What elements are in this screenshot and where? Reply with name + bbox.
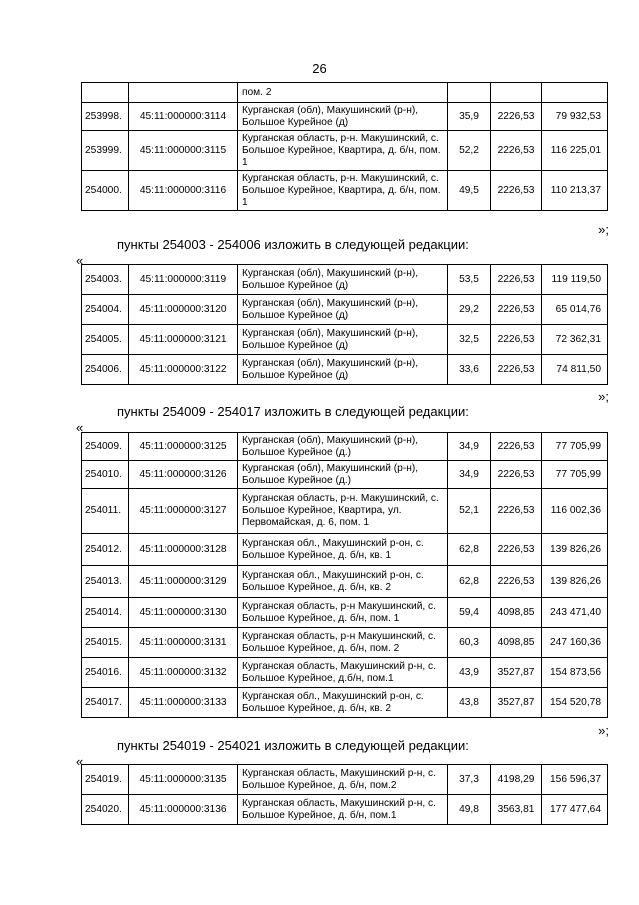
item-number-cell: 254017. [82,688,129,718]
cadastral-number-cell: 45:11:000000:3128 [129,534,238,566]
table-row [82,131,608,171]
total-cost-cell: 65 014,76 [542,295,608,325]
item-number-cell: 254020. [82,795,129,825]
area-cell: 52,2 [448,131,491,171]
table-row [82,688,608,718]
table-row [82,598,608,628]
cadastral-number-cell: 45:11:000000:3120 [129,295,238,325]
total-cost-cell: 139 826,26 [542,566,608,598]
table-row [82,265,608,295]
table-row [82,461,608,489]
area-cell: 34,9 [448,461,491,489]
unit-price-cell [491,83,542,103]
address-cell: Курганская область, р-н. Макушинский, с. Большое Курейное, Квартира, д. б/н, пом. 1 [238,131,448,171]
table-row [82,355,608,385]
address-cell: Курганская область, р-н. Макушинский, с. Большое Курейное, Квартира, ул. Первомайская, д. 6, пом. 1 [238,489,448,534]
address-cell: Курганская (обл), Макушинский (р-н), Большое Курейное (д.) [238,433,448,461]
table-section-2 [81,264,608,385]
unit-price-cell: 2226,53 [491,171,542,211]
close-quote-1: »; [598,222,609,237]
total-cost-cell: 154 873,56 [542,658,608,688]
area-cell: 34,9 [448,433,491,461]
address-cell: Курганская область, Макушинский р-н, с. Большое Курейное, д.б/н, пом.1 [238,658,448,688]
total-cost-cell: 72 362,31 [542,325,608,355]
unit-price-cell: 4098,85 [491,628,542,658]
total-cost-cell: 156 596,37 [542,765,608,795]
total-cost-cell: 77 705,99 [542,433,608,461]
area-cell: 49,5 [448,171,491,211]
address-cell: Курганская обл., Макушинский р-он, с. Большое Курейное, д. б/н, кв. 2 [238,566,448,598]
area-cell: 53,5 [448,265,491,295]
cadastral-number-cell: 45:11:000000:3131 [129,628,238,658]
total-cost-cell: 77 705,99 [542,461,608,489]
item-number-cell: 254016. [82,658,129,688]
area-cell [448,83,491,103]
unit-price-cell: 2226,53 [491,566,542,598]
area-cell: 62,8 [448,534,491,566]
area-cell: 43,8 [448,688,491,718]
cadastral-number-cell: 45:11:000000:3115 [129,131,238,171]
unit-price-cell: 3527,87 [491,688,542,718]
table-row [82,295,608,325]
address-cell: Курганская область, р-н. Макушинский, с. Большое Курейное, Квартира, д. б/н, пом. 1 [238,171,448,211]
table-section-1 [81,82,608,211]
address-cell: Курганская область, Макушинский р-н, с. Большое Курейное, д. б/н, пом.2 [238,765,448,795]
address-cell: Курганская (обл), Макушинский (р-н), Большое Курейное (д) [238,355,448,385]
area-cell: 32,5 [448,325,491,355]
cadastral-number-cell: 45:11:000000:3126 [129,461,238,489]
total-cost-cell [542,83,608,103]
instruction-text-1: пункты 254003 - 254006 изложить в следующей редакции: [117,237,469,252]
cadastral-number-cell: 45:11:000000:3133 [129,688,238,718]
item-number-cell: 254015. [82,628,129,658]
address-cell: Курганская область, р-н Макушинский, с. Большое Курейное, д. б/н, пом. 2 [238,628,448,658]
address-cell: Курганская (обл), Макушинский (р-н), Большое Курейное (д) [238,103,448,131]
unit-price-cell: 2226,53 [491,461,542,489]
area-cell: 43,9 [448,658,491,688]
table-row [82,566,608,598]
area-cell: 37,3 [448,765,491,795]
close-quote-2: »; [598,389,609,404]
table-row [82,325,608,355]
total-cost-cell: 74 811,50 [542,355,608,385]
item-number-cell: 254014. [82,598,129,628]
unit-price-cell: 3527,87 [491,658,542,688]
unit-price-cell: 2226,53 [491,103,542,131]
instruction-text-2: пункты 254009 - 254017 изложить в следующей редакции: [117,404,469,419]
total-cost-cell: 139 826,26 [542,534,608,566]
instruction-text-3: пункты 254019 - 254021 изложить в следующей редакции: [117,738,469,753]
cadastral-number-cell: 45:11:000000:3129 [129,566,238,598]
cadastral-number-cell: 45:11:000000:3132 [129,658,238,688]
unit-price-cell: 3563,81 [491,795,542,825]
cadastral-number-cell: 45:11:000000:3122 [129,355,238,385]
item-number-cell: 253998. [82,103,129,131]
table-row [82,83,608,103]
total-cost-cell: 154 520,78 [542,688,608,718]
page-number: 26 [312,61,327,76]
unit-price-cell: 4098,85 [491,598,542,628]
unit-price-cell: 4198,29 [491,765,542,795]
open-quote-1: « [76,253,84,268]
cadastral-number-cell [129,83,238,103]
address-cell: Курганская (обл), Макушинский (р-н), Большое Курейное (д.) [238,461,448,489]
table-section-4 [81,764,608,825]
table-row [82,171,608,211]
area-cell: 29,2 [448,295,491,325]
address-cell: Курганская обл., Макушинский р-он, с. Большое Курейное, д. б/н, кв. 1 [238,534,448,566]
cadastral-number-cell: 45:11:000000:3127 [129,489,238,534]
item-number-cell [82,83,129,103]
unit-price-cell: 2226,53 [491,355,542,385]
area-cell: 59,4 [448,598,491,628]
unit-price-cell: 2226,53 [491,265,542,295]
unit-price-cell: 2226,53 [491,489,542,534]
cadastral-number-cell: 45:11:000000:3135 [129,765,238,795]
total-cost-cell: 116 002,36 [542,489,608,534]
item-number-cell: 254012. [82,534,129,566]
table-row [82,765,608,795]
item-number-cell: 254013. [82,566,129,598]
area-cell: 49,8 [448,795,491,825]
table-row [82,489,608,534]
address-cell: Курганская обл., Макушинский р-он, с. Большое Курейное, д. б/н, кв. 2 [238,688,448,718]
area-cell: 52,1 [448,489,491,534]
item-number-cell: 254010. [82,461,129,489]
total-cost-cell: 247 160,36 [542,628,608,658]
unit-price-cell: 2226,53 [491,295,542,325]
table-row [82,534,608,566]
cadastral-number-cell: 45:11:000000:3114 [129,103,238,131]
table-row [82,628,608,658]
address-cell: Курганская (обл), Макушинский (р-н), Большое Курейное (д) [238,325,448,355]
address-cell: Курганская (обл), Макушинский (р-н), Большое Курейное (д) [238,295,448,325]
total-cost-cell: 243 471,40 [542,598,608,628]
address-cell: Курганская область, р-н Макушинский, с. Большое Курейное, д. б/н, пом. 1 [238,598,448,628]
open-quote-2: « [76,420,84,435]
table-row [82,795,608,825]
unit-price-cell: 2226,53 [491,534,542,566]
area-cell: 60,3 [448,628,491,658]
cadastral-number-cell: 45:11:000000:3136 [129,795,238,825]
close-quote-3: »; [598,723,609,738]
table-section-3 [81,432,608,718]
item-number-cell: 254003. [82,265,129,295]
total-cost-cell: 79 932,53 [542,103,608,131]
cadastral-number-cell: 45:11:000000:3121 [129,325,238,355]
open-quote-3: « [76,754,84,769]
cadastral-number-cell: 45:11:000000:3116 [129,171,238,211]
cadastral-number-cell: 45:11:000000:3130 [129,598,238,628]
total-cost-cell: 116 225,01 [542,131,608,171]
address-cell: Курганская (обл), Макушинский (р-н), Большое Курейное (д) [238,265,448,295]
total-cost-cell: 110 213,37 [542,171,608,211]
total-cost-cell: 177 477,64 [542,795,608,825]
cadastral-number-cell: 45:11:000000:3125 [129,433,238,461]
table-row [82,658,608,688]
address-cell: пом. 2 [238,83,448,103]
table-row [82,433,608,461]
item-number-cell: 254009. [82,433,129,461]
unit-price-cell: 2226,53 [491,433,542,461]
item-number-cell: 254006. [82,355,129,385]
unit-price-cell: 2226,53 [491,325,542,355]
item-number-cell: 254019. [82,765,129,795]
item-number-cell: 254004. [82,295,129,325]
area-cell: 62,8 [448,566,491,598]
item-number-cell: 254005. [82,325,129,355]
address-cell: Курганская область, Макушинский р-н, с. Большое Курейное, д. б/н, пом.1 [238,795,448,825]
item-number-cell: 253999. [82,131,129,171]
total-cost-cell: 119 119,50 [542,265,608,295]
table-row [82,103,608,131]
area-cell: 33,6 [448,355,491,385]
item-number-cell: 254011. [82,489,129,534]
unit-price-cell: 2226,53 [491,131,542,171]
cadastral-number-cell: 45:11:000000:3119 [129,265,238,295]
area-cell: 35,9 [448,103,491,131]
item-number-cell: 254000. [82,171,129,211]
